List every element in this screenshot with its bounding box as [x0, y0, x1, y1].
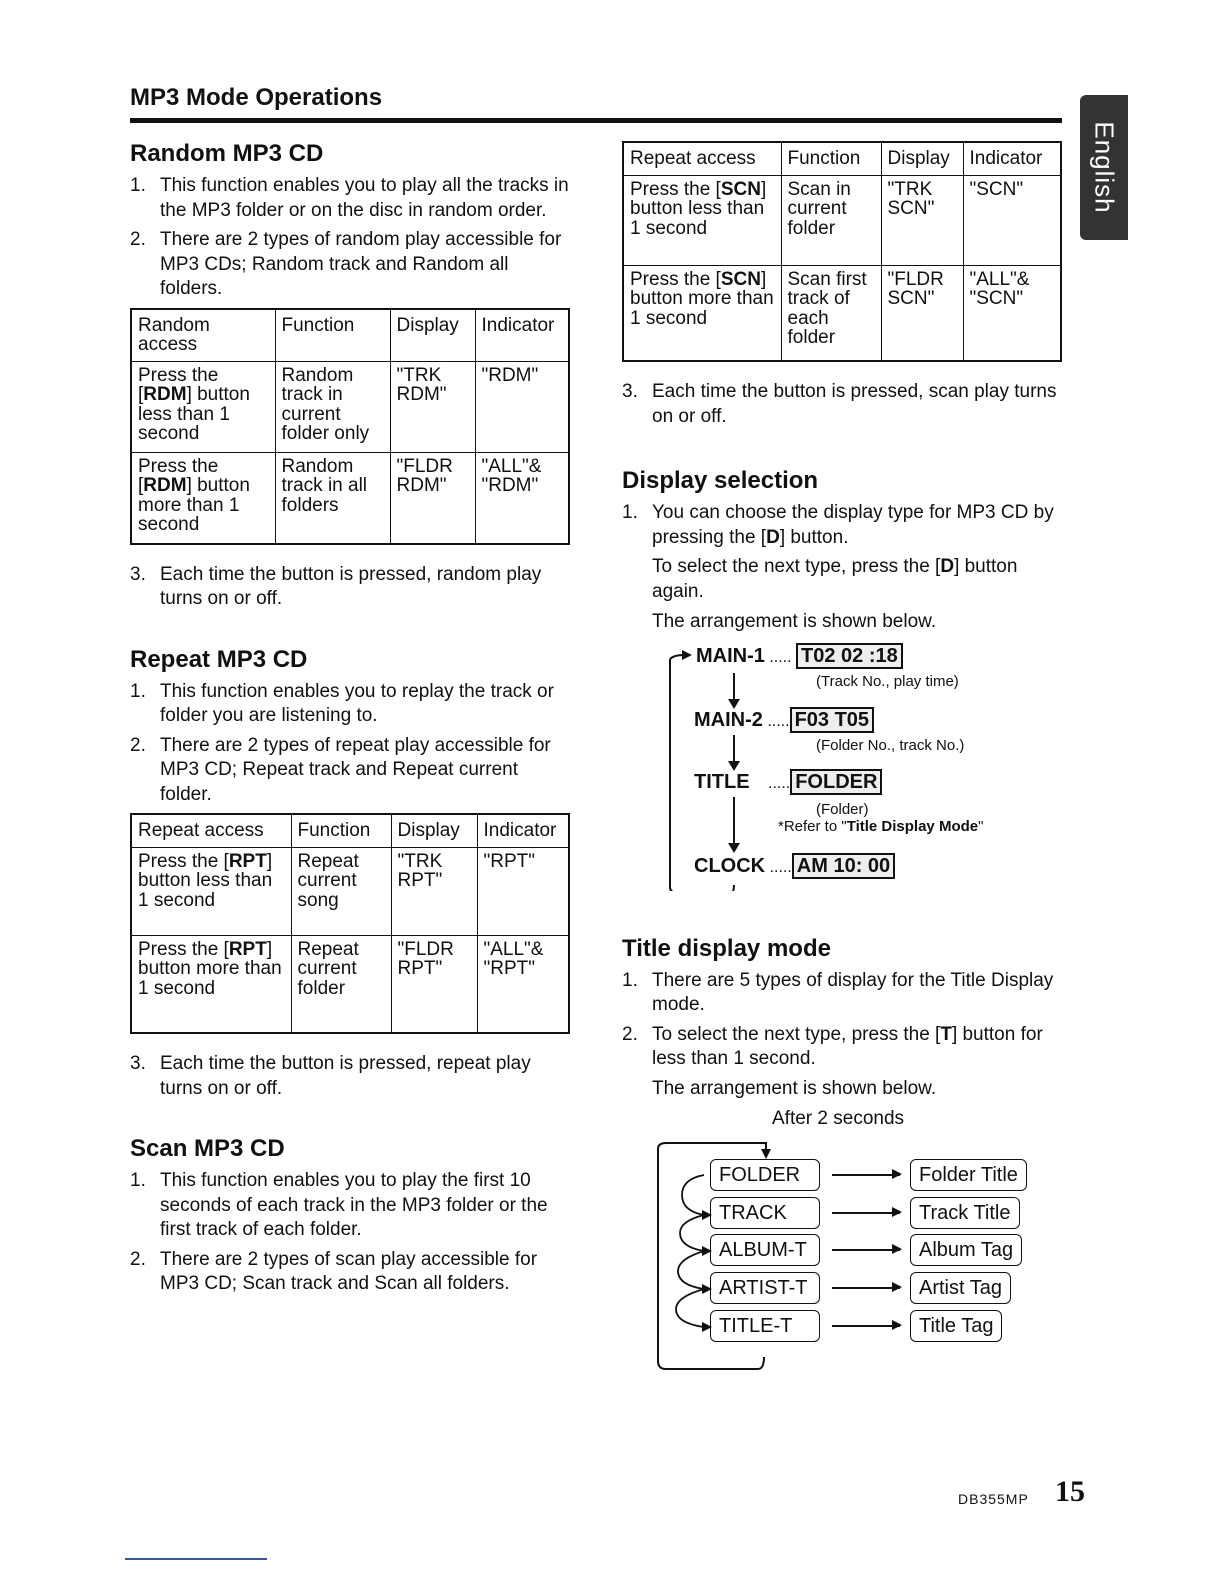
arrow-right-icon — [832, 1212, 900, 1214]
item-number: 1. — [130, 680, 146, 702]
page-number: 15 — [1055, 1475, 1085, 1508]
table-cell: Random track in current folder only — [275, 361, 390, 452]
lcd-display: AM 10: 00 — [792, 853, 895, 879]
table-cell: "ALL"& "RDM" — [475, 452, 569, 544]
list-item — [130, 1169, 572, 1243]
title-mode-title-tag: Title Tag — [910, 1310, 1002, 1342]
arrow-right-icon — [832, 1249, 900, 1251]
item-text: This function enables you to replay the track or folder you are listening to. — [160, 680, 554, 726]
mode-title: TITLE ..... FOLDER — [694, 769, 882, 795]
mode-main1: MAIN-1 ..... T02 02 :18 — [696, 643, 903, 669]
list-item — [130, 563, 572, 612]
item-number: 2. — [130, 1248, 146, 1270]
table-cell: "TRK RDM" — [390, 361, 475, 452]
item-number: 2. — [130, 734, 146, 756]
list-item — [130, 1052, 572, 1101]
table-cell: "TRK RPT" — [391, 847, 477, 935]
title-display-title: Title display mode — [622, 934, 831, 962]
item-text: Each time the button is pressed, random play turns on or off. — [160, 563, 542, 609]
model-number: DB355MP — [958, 1491, 1029, 1507]
table-row — [131, 847, 569, 935]
title-mode-artist-tag: Artist Tag — [910, 1272, 1011, 1304]
title-mode-track: TRACK — [710, 1197, 820, 1229]
language-tab — [1080, 95, 1128, 240]
table-row — [131, 452, 569, 544]
list-item: 2. To select the next type, press the [T] button for less than 1 second. — [622, 1023, 1043, 1069]
item-number: 1. — [622, 969, 638, 991]
table-header: Display — [391, 814, 477, 847]
list-item: 1. You can choose the display type for MP3 CD by pressing the [D] button. — [622, 502, 1054, 548]
left-column — [130, 140, 572, 1302]
item-number: 1. — [130, 175, 146, 196]
scan-section — [130, 1135, 572, 1297]
table-cell: Scan first track of each folder — [781, 265, 881, 361]
page-title: MP3 Mode Operations — [130, 84, 383, 111]
item-number: 3. — [130, 1053, 146, 1074]
title-display-sub: The arrangement is shown below. — [652, 1077, 937, 1099]
table-cell: "SCN" — [963, 175, 1061, 265]
table-cell: Press the [RPT] button less than 1 second — [131, 847, 291, 935]
list-item — [622, 380, 1064, 429]
table-cell: "RDM" — [475, 361, 569, 452]
mode-note: (Folder) — [816, 800, 869, 818]
arrow-right-icon — [832, 1287, 900, 1289]
repeat-title: Repeat MP3 CD — [130, 645, 308, 673]
table-header: Repeat access — [623, 142, 781, 175]
item-text: There are 2 types of repeat play accessible for MP3 CD; Repeat track and Repeat current folder. — [160, 734, 551, 805]
bottom-divider — [125, 1558, 267, 1560]
item-number: 1. — [622, 502, 638, 523]
repeat-step3 — [130, 1052, 572, 1101]
title-mode-track-title: Track Title — [910, 1197, 1020, 1229]
title-display-section — [622, 935, 1064, 1376]
list-item — [130, 174, 572, 223]
refer-note: *Refer to "Title Display Mode" — [778, 817, 984, 835]
table-header: Function — [781, 142, 881, 175]
title-mode-album: ALBUM-T — [710, 1234, 820, 1266]
scan-table — [622, 141, 1062, 362]
table-header: Random access — [131, 309, 275, 362]
random-step3 — [130, 563, 572, 612]
table-header-row — [131, 814, 569, 847]
title-mode-title: TITLE-T — [710, 1310, 820, 1342]
item-text: There are 5 types of display for the Title Display mode. — [652, 969, 1054, 1015]
item-number: 3. — [622, 381, 638, 402]
scan-step3 — [622, 380, 1064, 429]
repeat-list — [130, 680, 572, 808]
random-list — [130, 174, 572, 302]
display-selection-section — [622, 467, 1064, 891]
table-row — [131, 361, 569, 452]
repeat-section — [130, 646, 572, 1102]
table-cell: "FLDR RPT" — [391, 935, 477, 1033]
table-cell: "FLDR SCN" — [881, 265, 963, 361]
title-mode-album-tag: Album Tag — [910, 1234, 1022, 1266]
table-header-row — [623, 142, 1061, 175]
display-selection-sub2: The arrangement is shown below. — [652, 611, 937, 632]
table-cell: Press the [SCN] button less than 1 second — [623, 175, 781, 265]
table-cell: "ALL"& "SCN" — [963, 265, 1061, 361]
table-header: Indicator — [475, 309, 569, 362]
mode-main2: MAIN-2 ..... F03 T05 — [694, 707, 874, 733]
table-header: Display — [881, 142, 963, 175]
language-tab-label: English — [1089, 121, 1120, 214]
table-cell: Repeat current folder — [291, 935, 391, 1033]
mode-note: (Folder No., track No.) — [816, 736, 965, 754]
display-mode-diagram — [622, 641, 1064, 891]
table-header: Function — [275, 309, 390, 362]
lcd-display: T02 02 :18 — [796, 643, 903, 669]
item-text: There are 2 types of scan play accessible for MP3 CD; Scan track and Scan all folders. — [160, 1248, 538, 1294]
after-seconds-label: After 2 seconds — [772, 1108, 905, 1129]
table-header: Repeat access — [131, 814, 291, 847]
table-cell: "RPT" — [477, 847, 569, 935]
item-text: Each time the button is pressed, scan play turns on or off. — [652, 381, 1057, 427]
display-selection-list — [622, 501, 1064, 550]
list-item — [622, 969, 1064, 1018]
random-table — [130, 308, 570, 545]
random-title: Random MP3 CD — [130, 140, 324, 167]
list-item — [130, 734, 572, 808]
arrow-right-icon — [832, 1174, 900, 1176]
table-cell: "TRK SCN" — [881, 175, 963, 265]
list-item — [130, 1248, 572, 1297]
item-number: 3. — [130, 563, 146, 585]
list-item — [130, 228, 572, 302]
item-text: This function enables you to play the first 10 seconds of each track in the MP3 folder or the first track of each folder. — [160, 1170, 548, 1240]
table-cell: Press the [RDM] button less than 1 second — [131, 361, 275, 452]
lcd-display: F03 T05 — [790, 707, 874, 733]
scan-list — [130, 1169, 572, 1297]
table-cell: Press the [SCN] button more than 1 second — [623, 265, 781, 361]
item-text: Each time the button is pressed, repeat play turns on or off. — [160, 1053, 531, 1099]
display-selection-sub1: To select the next type, press the [D] button again. — [652, 556, 1018, 602]
table-cell: "ALL"& "RPT" — [477, 935, 569, 1033]
table-cell: Press the [RDM] button more than 1 second — [131, 452, 275, 544]
table-cell: "FLDR RDM" — [390, 452, 475, 544]
mode-note: (Track No., play time) — [816, 672, 959, 690]
arrow-right-icon — [832, 1325, 900, 1327]
title-mode-folder: FOLDER — [710, 1159, 820, 1191]
item-number: 2. — [622, 1023, 638, 1045]
random-section — [130, 140, 572, 612]
title-mode-artist: ARTIST-T — [710, 1272, 820, 1304]
scan-title: Scan MP3 CD — [130, 1135, 285, 1162]
title-mode-folder-title: Folder Title — [910, 1159, 1027, 1191]
right-column — [622, 141, 1064, 1375]
table-row — [131, 935, 569, 1033]
item-text: This function enables you to play all the tracks in the MP3 folder or on the disc in random order. — [160, 175, 569, 221]
title-mode-diagram — [622, 1135, 1064, 1375]
table-row — [623, 265, 1061, 361]
lcd-display: FOLDER — [790, 769, 882, 795]
title-display-list — [622, 969, 1064, 1072]
mode-clock: CLOCK ..... AM 10: 00 — [694, 853, 895, 879]
table-row — [623, 175, 1061, 265]
item-number: 1. — [130, 1170, 146, 1191]
display-selection-title: Display selection — [622, 467, 819, 494]
item-text: There are 2 types of random play accessible for MP3 CDs; Random track and Random all folders. — [160, 229, 562, 299]
table-header: Indicator — [477, 814, 569, 847]
table-header-row — [131, 309, 569, 362]
table-header: Display — [390, 309, 475, 362]
table-cell: Random track in all folders — [275, 452, 390, 544]
repeat-table — [130, 813, 570, 1034]
table-cell: Press the [RPT] button more than 1 second — [131, 935, 291, 1033]
list-item — [130, 680, 572, 729]
table-cell: Scan in current folder — [781, 175, 881, 265]
table-header: Indicator — [963, 142, 1061, 175]
table-header: Function — [291, 814, 391, 847]
header-rule — [130, 118, 1062, 123]
table-cell: Repeat current song — [291, 847, 391, 935]
item-number: 2. — [130, 229, 146, 250]
